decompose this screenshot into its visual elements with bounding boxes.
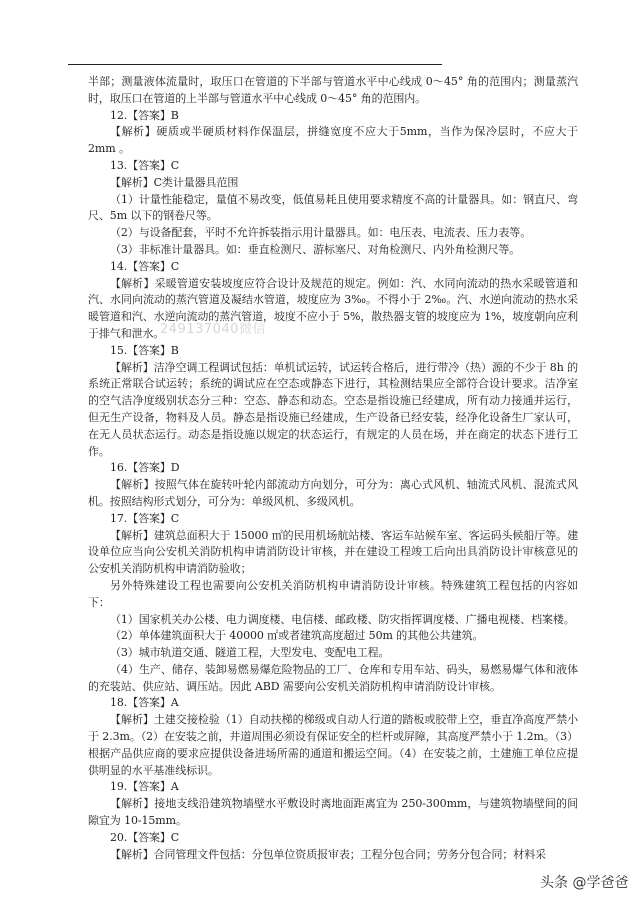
analysis-15: 【解析】洁净空调工程调试包括：单机试运转，试运转合格后，进行带冷（热）源的不少于 8h 的系统正常联合试运转；系统的调试应在空态或静态下进行，其检测结果应全部符合设计要求。洁净室的空气洁净度级别状态分三种：空态、静态和动态。空态是指设施已经建成，所有动力接通并运行，但无生产设备，物料及人员。静态是指设施已经建成，生产设备已经安装，经净化设备生厂家认可，在无人员状态运行。动态是指设施以规定的状态运行，有规定的人员在场，并在商定的状态下进行工作。 (88, 360, 578, 458)
answer-16: 16.【答案】D (110, 461, 180, 475)
paragraph: 另外特殊建设工程也需要向公安机关消防机构申请消防设计审核。特殊建筑工程包括的内容如下： (88, 578, 578, 609)
answer-12: 12.【答案】B (110, 108, 179, 122)
watermark: 249137040微信 (160, 322, 266, 337)
analysis-18: 【解析】土建交接检验（1）自动扶梯的梯级或自动人行道的踏板或胶带上空，垂直净高度严禁小于 2.3m。（2）在安装之前，井道周围必须设有保证安全的栏杆或屏障，其高度严禁小于 1.2m。（3）根据产品供应商的要求应提供设备进场所需的通道和搬运空间。（4）在安装之前，土建施工单位应提供明显的水平基准线标识。 (88, 713, 578, 777)
list-item: （4）生产、储存、装卸易燃易爆危险物品的工厂、仓库和专用车站、码头，易燃易爆气体和液体的充装站、供应站、调压站。因此 ABD 需要向公安机关消防机构申请消防设计审核。 (88, 662, 578, 693)
list-item: （1）计量性能稳定，量值不易改变，低值易耗且使用要求精度不高的计量器具。如：钢直尺、弯尺、5m 以下的钢卷尺等。 (88, 192, 578, 223)
analysis-13: 【解析】C类计量器具范围 (110, 175, 239, 189)
answer-14: 14.【答案】C (110, 259, 180, 273)
footer-credit: 头条 @学爸爸 (540, 875, 629, 891)
analysis-14: 【解析】采暖管道安装坡度应符合设计及规范的规定。例如：汽、水同向流动的热水采暖管道和汽、水同向流动的蒸汽管道及凝结水管道，坡度应为 3‰。不得小于 2‰。汽、水逆向流动的热水采暖管道和汽、水逆向流动的蒸汽管道，坡度不应小于 5%，散热器支管的坡度应为 1%，坡度朝向应利于排气和泄水。 (88, 276, 578, 340)
list-item: （2）单体建筑面积大于 40000 ㎡或者建筑高度超过 50m 的其他公共建筑。 (110, 629, 484, 643)
list-item: （2）与设备配套，平时不允许拆装指示用计量器具。如：电压表、电流表、压力表等。 (110, 226, 532, 240)
answer-20: 20.【答案】C (110, 830, 180, 844)
analysis-19: 【解析】接地支线沿建筑物墙壁水平敷设时离地面距离宜为 250-300mm，与建筑物墙壁间的间隙宜为 10-15mm。 (88, 797, 578, 828)
analysis-16: 【解析】按照气体在旋转叶轮内部流动方向划分，可分为：离心式风机、轴流式风机、混流式风机。按照结构形式划分，可分为：单级风机、多级风机。 (88, 478, 578, 508)
list-item: （3）城市轨道交通、隧道工程，大型发电、变配电工程。 (110, 646, 390, 660)
header-rule (68, 64, 442, 65)
answer-18: 18.【答案】A (110, 696, 179, 710)
answer-13: 13.【答案】C (110, 158, 180, 172)
list-item: （3）非标准计量器具。如：垂直检测尺、游标塞尺、对角检测尺、内外角检测尺等。 (110, 242, 521, 256)
document-body (88, 74, 578, 863)
list-item: （1）国家机关办公楼、电力调度楼、电信楼、邮政楼、防灾指挥调度楼、广播电视楼、档案楼。 (110, 612, 575, 626)
answer-15: 15.【答案】B (110, 343, 179, 357)
analysis-17: 【解析】建筑总面积大于 15000 ㎡的民用机场航站楼、客运车站候车室、客运码头候船厅等。建设单位应当向公安机关消防机构申请消防设计审核，并在建设工程竣工后向出具消防设计审核意见的公安机关消防机构申请消防验收； (88, 528, 578, 576)
paragraph: 半部；测量液体流量时，取压口在管道的下半部与管道水平中心线成 0～45° 角的范围内；测量蒸汽时，取压口在管道的上半部与管道水平中心线成 0～45° 角的范围内。 (88, 75, 578, 105)
analysis-20: 【解析】合同管理文件包括：分包单位资质报审表；工程分包合同；劳务分包合同；材料采 (110, 847, 546, 861)
answer-17: 17.【答案】C (110, 511, 180, 525)
answer-19: 19.【答案】A (110, 780, 179, 794)
analysis-12: 【解析】硬质或半硬质材料作保温层，拼缝宽度不应大于5mm，当作为保冷层时，不应大于2mm 。 (88, 125, 578, 156)
